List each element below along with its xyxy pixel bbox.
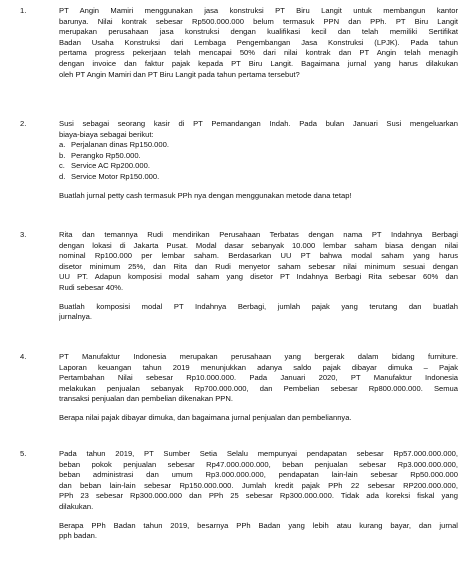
text-line: Pertambahan Nilai sebesar Rp10.000.000. Pada Januari 2020, PT Manufaktur Indonesia <box>59 373 458 383</box>
question-text <box>59 352 458 424</box>
list-item <box>59 140 458 151</box>
text-line: nominal Rp100.000 per lembar saham. Berdasarkan UU PT bahwa modal saham yang harus <box>59 251 458 261</box>
list-item <box>59 161 458 172</box>
question-number: 2. <box>20 119 27 128</box>
text-line: jurnalnya. <box>59 312 92 322</box>
text-line: Buatlah jurnal petty cash termasuk PPh nya dengan menggunakan metode dana tetap! <box>59 190 352 200</box>
text-line: Buatlah komposisi modal PT Indahnya Berbagi, jumlah pajak yang terutang dan buatlah <box>59 301 458 311</box>
text-line: biaya-biaya sebagai berikut: <box>59 129 154 139</box>
text-line: Badan Usaha Konstruksi dari Lembaga Pengembangan Jasa Konstruksi (LPJK). Pada tahun <box>59 37 458 47</box>
text-line: disetor minimum 25%, dan Rita dan Rudi menyetor saham sebesar nilai minimum sesuai dengan <box>59 261 458 271</box>
text-line: dan beban lain-lain sebesar Rp150.000.000. Jumlah kredit pajak PPh 22 sebesar RP200.000.000, <box>59 480 458 490</box>
text-line: pph badan. <box>59 531 98 541</box>
text-line: beban pokok penjualan sebesar Rp47.000.000.000, beban penjualan sebesar Rp3.000.000.000, <box>59 459 458 469</box>
text-line: dengan invoice dan faktur pajak kepada PT Biru Langit. Bagaimana jurnal yang harus dilakukan <box>59 58 458 68</box>
text-line: Pada tahun 2019, PT Sumber Setia Selalu mempunyai pendapatan sebesar Rp57.000.000.000, <box>59 449 458 458</box>
text-line: Rita dan temannya Rudi mendirikan Perusahaan Terbatas dengan nama PT Indahnya Berbagi <box>59 230 458 239</box>
question-text <box>59 230 458 323</box>
list-letter: c. <box>59 161 65 171</box>
list-item <box>59 172 458 183</box>
text-line: merupakan perusahaan jasa konstruksi dengan kualifikasi kecil dan telah memiliki Sertifikat <box>59 27 458 37</box>
text-line: Laporan keuangan tahun 2019 menunjukkan adanya saldo pajak dibayar dimuka – Pajak <box>59 362 458 372</box>
text-line: beban administrasi dan umum Rp3.000.000.000, pendapatan lain-lain sebesar Rp50.000.000 <box>59 470 458 480</box>
text-line: melakukan penjualan sebanyak Rp700.000.000, dan Pembelian sebesar Rp800.000.000. Semua <box>59 383 458 393</box>
text-line: barunya. Nilai kontrak sebesar Rp500.000.000 belum termasuk PPN dan PPh. PT Biru Langit <box>59 16 458 26</box>
question-number: 3. <box>20 230 27 239</box>
list-letter: a. <box>59 140 66 150</box>
question-text <box>59 449 458 542</box>
question-text <box>59 6 458 80</box>
text-line: Rudi sebesar 40%. <box>59 282 124 292</box>
list-text: Perjalanan dinas Rp150.000. <box>71 140 169 150</box>
list-letter: d. <box>59 171 66 181</box>
list-letter: b. <box>59 150 66 160</box>
text-line: Susi sebagai seorang kasir di PT Pemandangan Indah. Pada bulan Januari Susi mengeluarkan <box>59 119 458 128</box>
question-text <box>59 119 458 201</box>
list-text: Perangko Rp50.000. <box>71 150 141 160</box>
list-text: Service AC Rp200.000. <box>71 161 150 171</box>
text-line: Berapa nilai pajak dibayar dimuka, dan bagaimana jurnal penjualan dan pembeliannya. <box>59 412 352 422</box>
text-line: PPh 23 sebesar Rp300.000.000 dan PPh 25 sebesar Rp300.000.000. Tidak ada koreksi fiskal yang <box>59 491 458 501</box>
question-number: 1. <box>20 6 27 15</box>
question-number: 5. <box>20 449 27 458</box>
text-line: oleh PT Angin Mamiri dan PT Biru Langit pada tahun pertama tersebut? <box>59 69 300 79</box>
text-line: PT Manufaktur Indonesia merupakan perusahaan yang bergerak dalam bidang furniture. <box>59 352 458 361</box>
text-line: UU PT. Adapun komposisi modal saham yang disetor PT Indahnya Berbagi Rita sebesar 60% dan <box>59 272 458 282</box>
text-line: transaksi penjualan dan pembelian dikenakan PPN. <box>59 394 233 404</box>
question-number: 4. <box>20 352 27 361</box>
list-text: Service Motor Rp150.000. <box>71 171 160 181</box>
text-line: Berapa PPh Badan tahun 2019, besarnya PPh Badan yang lebih atau kurang bayar, dan jurnal <box>59 520 458 530</box>
text-line: dilakukan. <box>59 501 94 511</box>
text-line: PT Angin Mamiri menggunakan jasa konstruksi PT Biru Langit untuk membangun kantor <box>59 6 458 15</box>
list-item <box>59 151 458 162</box>
text-line: dengan lokasi di Jakarta Pusat. Modal dasar sebanyak 10.000 lembar saham biasa dengan nilai <box>59 240 458 250</box>
text-line: pertama progress pekerjaan telah mencapai 50% dari nilai kontrak dan PT Angin telah menagih <box>59 48 458 58</box>
